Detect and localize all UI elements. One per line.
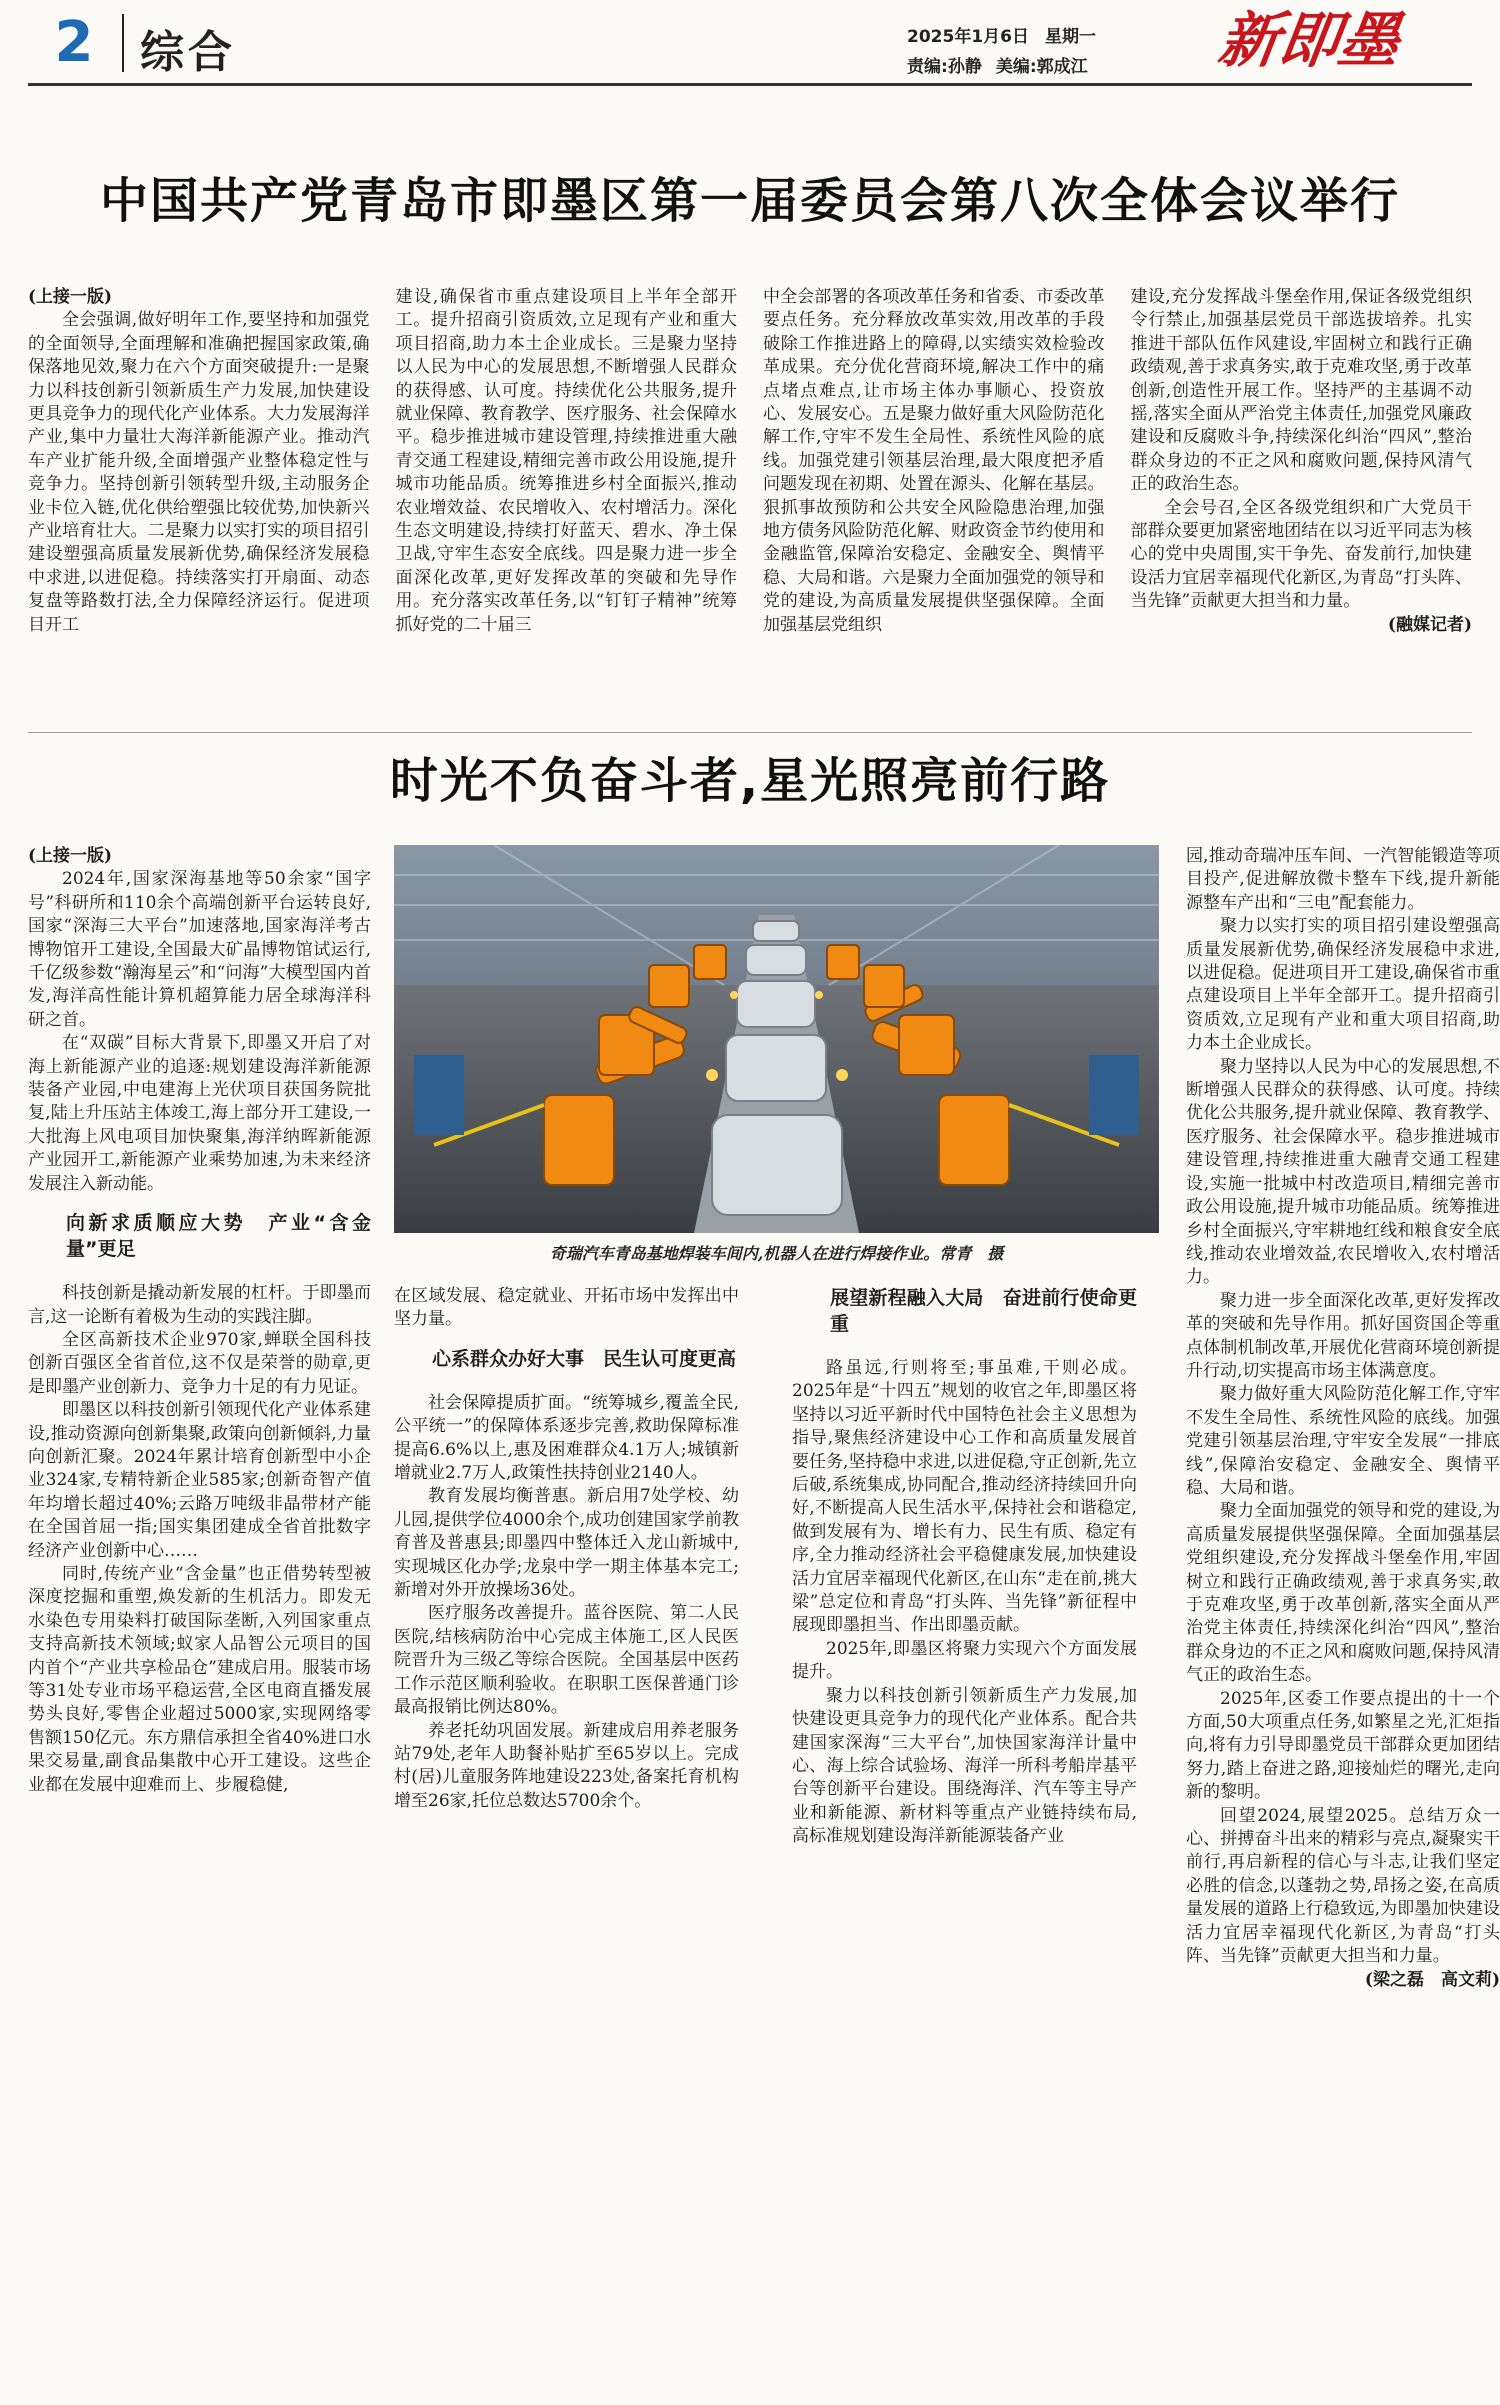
header-rule bbox=[28, 83, 1472, 86]
article2-subhead: 向新求质顺应大势 产业“含金量”更足 bbox=[66, 1212, 371, 1261]
article2-paragraph: 路虽远,行则将至;事虽难,干则必成。2025年是“十四五”规划的收官之年,即墨区将坚持以习近平新时代中国特色社会主义思想为指导,聚焦经济建设中心工作和高质量发展首要任务,坚持稳中求进,以进促稳,守正创新,先立后破,系统集成,协同配合,推动经济持续回升向好,不断提高人民生活水平,保持社会和谐稳定,做到发展有为、增长有力、民生有质、稳定有序,全力推动经济社会平稳健康发展,加快建设活力宜居幸福现代化新区,在山东“走在前,挑大梁”总定位和青岛“打头阵、当先锋”新征程中展现即墨担当、作出即墨贡献。 bbox=[792, 1358, 1137, 1636]
continued-marker: (上接一版) bbox=[28, 846, 113, 866]
article2-body bbox=[28, 845, 1500, 2405]
article2-middle-column-b bbox=[792, 1285, 1137, 2405]
article2-paragraph: 聚力进一步全面深化改革,更好发挥改革的突破和先导作用。抓好国资国企等重点体制机制改革,开展优化营商环境创新提升行动,切实提高市场主体满意度。 bbox=[1186, 1290, 1500, 1381]
article2-subhead: 心系群众办好大事 民生认可度更高 bbox=[432, 1347, 737, 1370]
article2-paragraph: 教育发展均衡普惠。新启用7处学校、幼儿园,提供学位4000余个,成功创建国家学前教育普及普惠县;即墨四中整体迁入龙山新城中,实现城区化办学;龙泉中学一期主体基本完工;新增对外开放操场36处。 bbox=[394, 1486, 739, 1601]
article2-paragraph: 聚力以科技创新引领新质生产力发展,加快建设更具竞争力的现代化产业体系。配合共建国家深海“三大平台”,加快国家海洋计量中心、海上综合试验场、海洋一所科考船岸基平台等创新平台建设。围绕海洋、汽车等主导产业和新能源、新材料等重点产业链持续布局,高标准规划建设海洋新能源装备产业 bbox=[792, 1685, 1137, 1847]
article1-paragraph: 中全会部署的各项改革任务和省委、市委改革要点任务。充分释放改革实效,用改革的手段破除工作推进路上的障碍,以实绩实效检验改革成果。充分优化营商环境,解决工作中的痛点堵点难点,让市场主体办事顺心、投资放心、发展安心。五是聚力做好重大风险防范化解工作,守牢不发生全局性、系统性风险的底线。加强党建引领基层治理,最大限度把矛盾问题发现在初期、处置在源头、化解在基层。狠抓事故预防和公共安全风险隐患治理,加强地方债务风险防范化解、财政资金节约使用和金融监管,保障治安稳定、金融安全、舆情平稳、大局和谐。六是聚力全面加强党的领导和党的建设,为高质量发展提供坚强保障。全面加强基层党组织 bbox=[763, 287, 1105, 635]
header-meta bbox=[907, 22, 1112, 82]
article2-paragraph: 园,推动奇瑞冲压车间、一汽智能锻造等项目投产,促进解放微卡整车下线,提升新能源整车产出和“三电”配套能力。 bbox=[1186, 846, 1500, 913]
page-number: 2 bbox=[54, 10, 94, 75]
article2-byline: (梁之磊 高文莉) bbox=[1364, 1969, 1500, 1990]
article2-paragraph: 2025年,即墨区将聚力实现六个方面发展提升。 bbox=[792, 1638, 1137, 1683]
article2-paragraph: 2025年,区委工作要点提出的十一个方面,50大项重点任务,如繁星之光,汇炬指向,将有力引导即墨党员干部群众更加团结努力,踏上奋进之路,迎接灿烂的曙光,走向新的黎明。 bbox=[1186, 1688, 1500, 1803]
section-divider bbox=[28, 732, 1472, 733]
article2-paragraph: 回望2024,展望2025。总结万众一心、拼搏奋斗出来的精彩与亮点,凝聚实干前行,再启新程的信心与斗志,让我们坚定必胜的信念,以蓬勃之势,昂扬之姿,在高质量发展的道路上行稳致远,为即墨加快建设活力宜居幸福现代化新区,为青岛“打头阵、当先锋”贡献更大担当和力量。 bbox=[1186, 1805, 1500, 1967]
masthead-logo: 新即墨 bbox=[1214, 6, 1404, 76]
article1-paragraph: 建设,确保省市重点建设项目上半年全部开工。提升招商引资质效,立足现有产业和重大项目招商,助力本土企业成长。三是聚力坚持以人民为中心的发展思想,不断增强人民群众的获得感、认可度。持续优化公共服务,提升就业保障、教育教学、医疗服务、社会保障水平。稳步推进城市建设管理,持续推进重大融青交通工程建设,精细完善市政公用设施,提升城市功能品质。统筹推进乡村全面振兴,推动农业增效益、农民增收入、农村增活力。深化生态文明建设,持续打好蓝天、碧水、净土保卫战,守牢生态安全底线。四是聚力进一步全面深化改革,更好发挥改革的突破和先导作用。充分落实改革任务,以“钉钉子精神”统筹抓好党的二十届三 bbox=[395, 287, 737, 635]
editor-credit: 责编:孙静 bbox=[907, 57, 982, 77]
article2-paragraph: 聚力全面加强党的领导和党的建设,为高质量发展提供坚强保障。全面加强基层党组织建设,充分发挥战斗堡垒作用,牢固树立和践行正确政绩观,善于求真务实,敢于克难攻坚,勇于改革创新,落实全面从严治党主体责任,持续深化纠治“四风”,整治群众身边的不正之风和腐败问题,保持风清气正的政治生态。 bbox=[1186, 1501, 1500, 1686]
article2-headline: 时光不负奋斗者,星光照亮前行路 bbox=[389, 753, 1111, 809]
continued-marker: (上接一版) bbox=[28, 287, 113, 307]
news-photo bbox=[394, 845, 1159, 1233]
page-header bbox=[28, 0, 1472, 86]
issue-weekday: 星期一 bbox=[1045, 27, 1096, 47]
article1-body bbox=[28, 286, 1472, 716]
article2-paragraph: 聚力以实打实的项目招引建设塑强高质量发展新优势,确保经济发展稳中求进,以进促稳。促进项目开工建设,确保省市重点建设项目上半年全部开工。提升招商引资质效,立足现有产业和重大项目招商,助力本土企业成长。 bbox=[1186, 916, 1500, 1054]
header-separator bbox=[122, 14, 124, 72]
article2-paragraph: 科技创新是撬动新发展的杠杆。于即墨而言,这一论断有着极为生动的实践注脚。 bbox=[28, 1283, 371, 1327]
article2-paragraph: 社会保障提质扩面。“统筹城乡,覆盖全民,公平统一”的保障体系逐步完善,救助保障标准提高6.6%以上,惠及困难群众4.1万人;城镇新增就业2.7万人,政策性扶持创业2140人。 bbox=[394, 1392, 739, 1484]
factory-welding-photo bbox=[394, 845, 1159, 1233]
article2-paragraph: 聚力坚持以人民为中心的发展思想,不断增强人民群众的获得感、认可度。持续优化公共服务,提升就业保障、教育教学、医疗服务、社会保障水平。稳步推进城市建设管理,持续推进重大融青交通工程建设,实施一批城中村改造项目,精细完善市政公用设施,提升城市功能品质。统筹推进乡村全面振兴,守牢耕地红线和粮食安全底线,推动农业增效益,农民增收入,农村增活力。 bbox=[1186, 1056, 1500, 1288]
article2-paragraph: 医疗服务改善提升。蓝谷医院、第二人民医院,结核病防治中心完成主体施工,区人民医院晋升为三级乙等综合医院。全国基层中医药工作示范区顺利验收。在职职工医保普通门诊最高报销比例达80%。 bbox=[394, 1603, 739, 1718]
article2-paragraph: 在区域发展、稳定就业、开拓市场中发挥出中坚力量。 bbox=[394, 1286, 739, 1330]
article2-right-column bbox=[1186, 845, 1500, 2405]
article2-left-column bbox=[28, 845, 371, 2405]
article1-column-1 bbox=[28, 286, 370, 716]
article1-column-4 bbox=[1131, 286, 1473, 716]
article1-column-3 bbox=[763, 286, 1105, 716]
article2-paragraph: 即墨区以科技创新引领现代化产业体系建设,推动资源向创新集聚,政策向创新倾斜,力量向创新汇聚。2024年累计培育创新型中小企业324家,专精特新企业585家;创新奇智产值年均增长超过40%;云路万吨级非晶带材产能在全国首屈一指;国实集团建成全省首批数字经济产业创新中心…… bbox=[28, 1400, 371, 1561]
article2-subhead: 展望新程融入大局 奋进前行使命更重 bbox=[830, 1287, 1137, 1335]
article2-middle-column-a bbox=[394, 1285, 739, 2405]
issue-date: 2025年1月6日 bbox=[907, 27, 1029, 47]
article2-paragraph: 在“双碳”目标大背景下,即墨又开启了对海上新能源产业的追逐:规划建设海洋新能源装备产业园,中电建海上光伏项目获国务院批复,陆上升压站主体竣工,海上部分开工建设,一大批海上风电项目加快聚集,海洋纳晖新能源产业园开工,新能源产业乘势加速,为未来经济发展注入新动能。 bbox=[28, 1033, 371, 1194]
article2-paragraph: 聚力做好重大风险防范化解工作,守牢不发生全局性、系统性风险的底线。加强党建引领基层治理,守牢安全发展“一排底线”,保障治安稳定、金融安全、舆情平稳、大局和谐。 bbox=[1186, 1384, 1500, 1498]
article2-paragraph: 全区高新技术企业970家,蝉联全国科技创新百强区全省首位,这不仅是荣誉的勋章,更是即墨产业创新力、竞争力十足的有力见证。 bbox=[28, 1329, 371, 1397]
article2-paragraph: 同时,传统产业“含金量”也正借势转型被深度挖掘和重塑,焕发新的生机活力。即发无水染色专用染料打破国际垄断,入列国家重点支持高新技术领域;蚁家人品智公元项目的国内首个“产业共享检品仓”建成启用。服装市场等31处专业市场平稳运营,全区电商直播发展势头良好,零售企业超过5000家,实现网络零售额150亿元。东方鼎信承担全省40%进口水果交易量,副食品集散中心开工建设。这些企业都在发展中迎难而上、步履稳健, bbox=[28, 1563, 371, 1795]
article2-paragraph: 养老托幼巩固发展。新建成启用养老服务站79处,老年人助餐补贴扩至65岁以上。完成村(居)儿童服务阵地建设223处,备案托育机构增至26家,托位总数达5700余个。 bbox=[394, 1720, 739, 1811]
photo-illustration bbox=[394, 845, 1159, 1233]
article1-paragraph: 全会号召,全区各级党组织和广大党员干部群众要更加紧密地团结在以习近平同志为核心的党中央周围,实干争先、奋发前行,加快建设活力宜居幸福现代化新区,为青岛“打头阵、当先锋”贡献更大担当和力量。 bbox=[1130, 497, 1472, 612]
article1-paragraph: 全会强调,做好明年工作,要坚持和加强党的全面领导,全面理解和准确把握国家政策,确保落地见效,聚力在六个方面突破提升:一是聚力以科技创新引领新质生产力发展,加快建设更具竞争力的现代化产业体系。大力发展海洋产业,集中力量壮大海洋新能源产业。推动汽车产业扩能升级,全面增强产业整体稳定性与竞争力。坚持创新引领转型升级,主动服务企业卡位入链,优化供给塑强比较优势,加快新兴产业培育壮大。二是聚力以实打实的项目招引建设塑强高质量发展新优势,确保经济发展稳中求进,以进促稳。持续落实打开扇面、动态复盘等路数打法,全力保障经济运行。促进项目开工 bbox=[28, 310, 370, 635]
article1-headline: 中国共产党青岛市即墨区第一届委员会第八次全体会议举行 bbox=[99, 173, 1400, 229]
article2-paragraph: 2024年,国家深海基地等50余家“国字号”科研所和110余个高端创新平台运转良好,国家“深海三大平台”加速落地,国家海洋考古博物馆开工建设,全国最大矿晶博物馆试运行,千亿级参数“瀚海星云”和“问海”大模型国内首发,海洋高性能计算机超算能力居全球海洋科研之首。 bbox=[28, 869, 371, 1030]
designer-credit: 美编:郭成江 bbox=[995, 57, 1088, 77]
article1-column-2 bbox=[396, 286, 738, 716]
section-title: 综合 bbox=[140, 27, 236, 78]
article1-byline: (融媒记者) bbox=[1387, 614, 1472, 635]
photo-caption: 奇瑞汽车青岛基地焊装车间内,机器人在进行焊接作业。常青 摄 bbox=[549, 1244, 1004, 1263]
article1-paragraph: 建设,充分发挥战斗堡垒作用,保证各级党组织令行禁止,加强基层党员干部选拔培养。扎实推进干部队伍作风建设,牢固树立和践行正确政绩观,善于求真务实,敢于克难攻坚,勇于改革创新,创造性开展工作。坚持严的主基调不动摇,落实全面从严治党主体责任,加强党风廉政建设和反腐败斗争,持续深化纠治“四风”,整治群众身边的不正之风和腐败问题,保持风清气正的政治生态。 bbox=[1130, 287, 1472, 495]
